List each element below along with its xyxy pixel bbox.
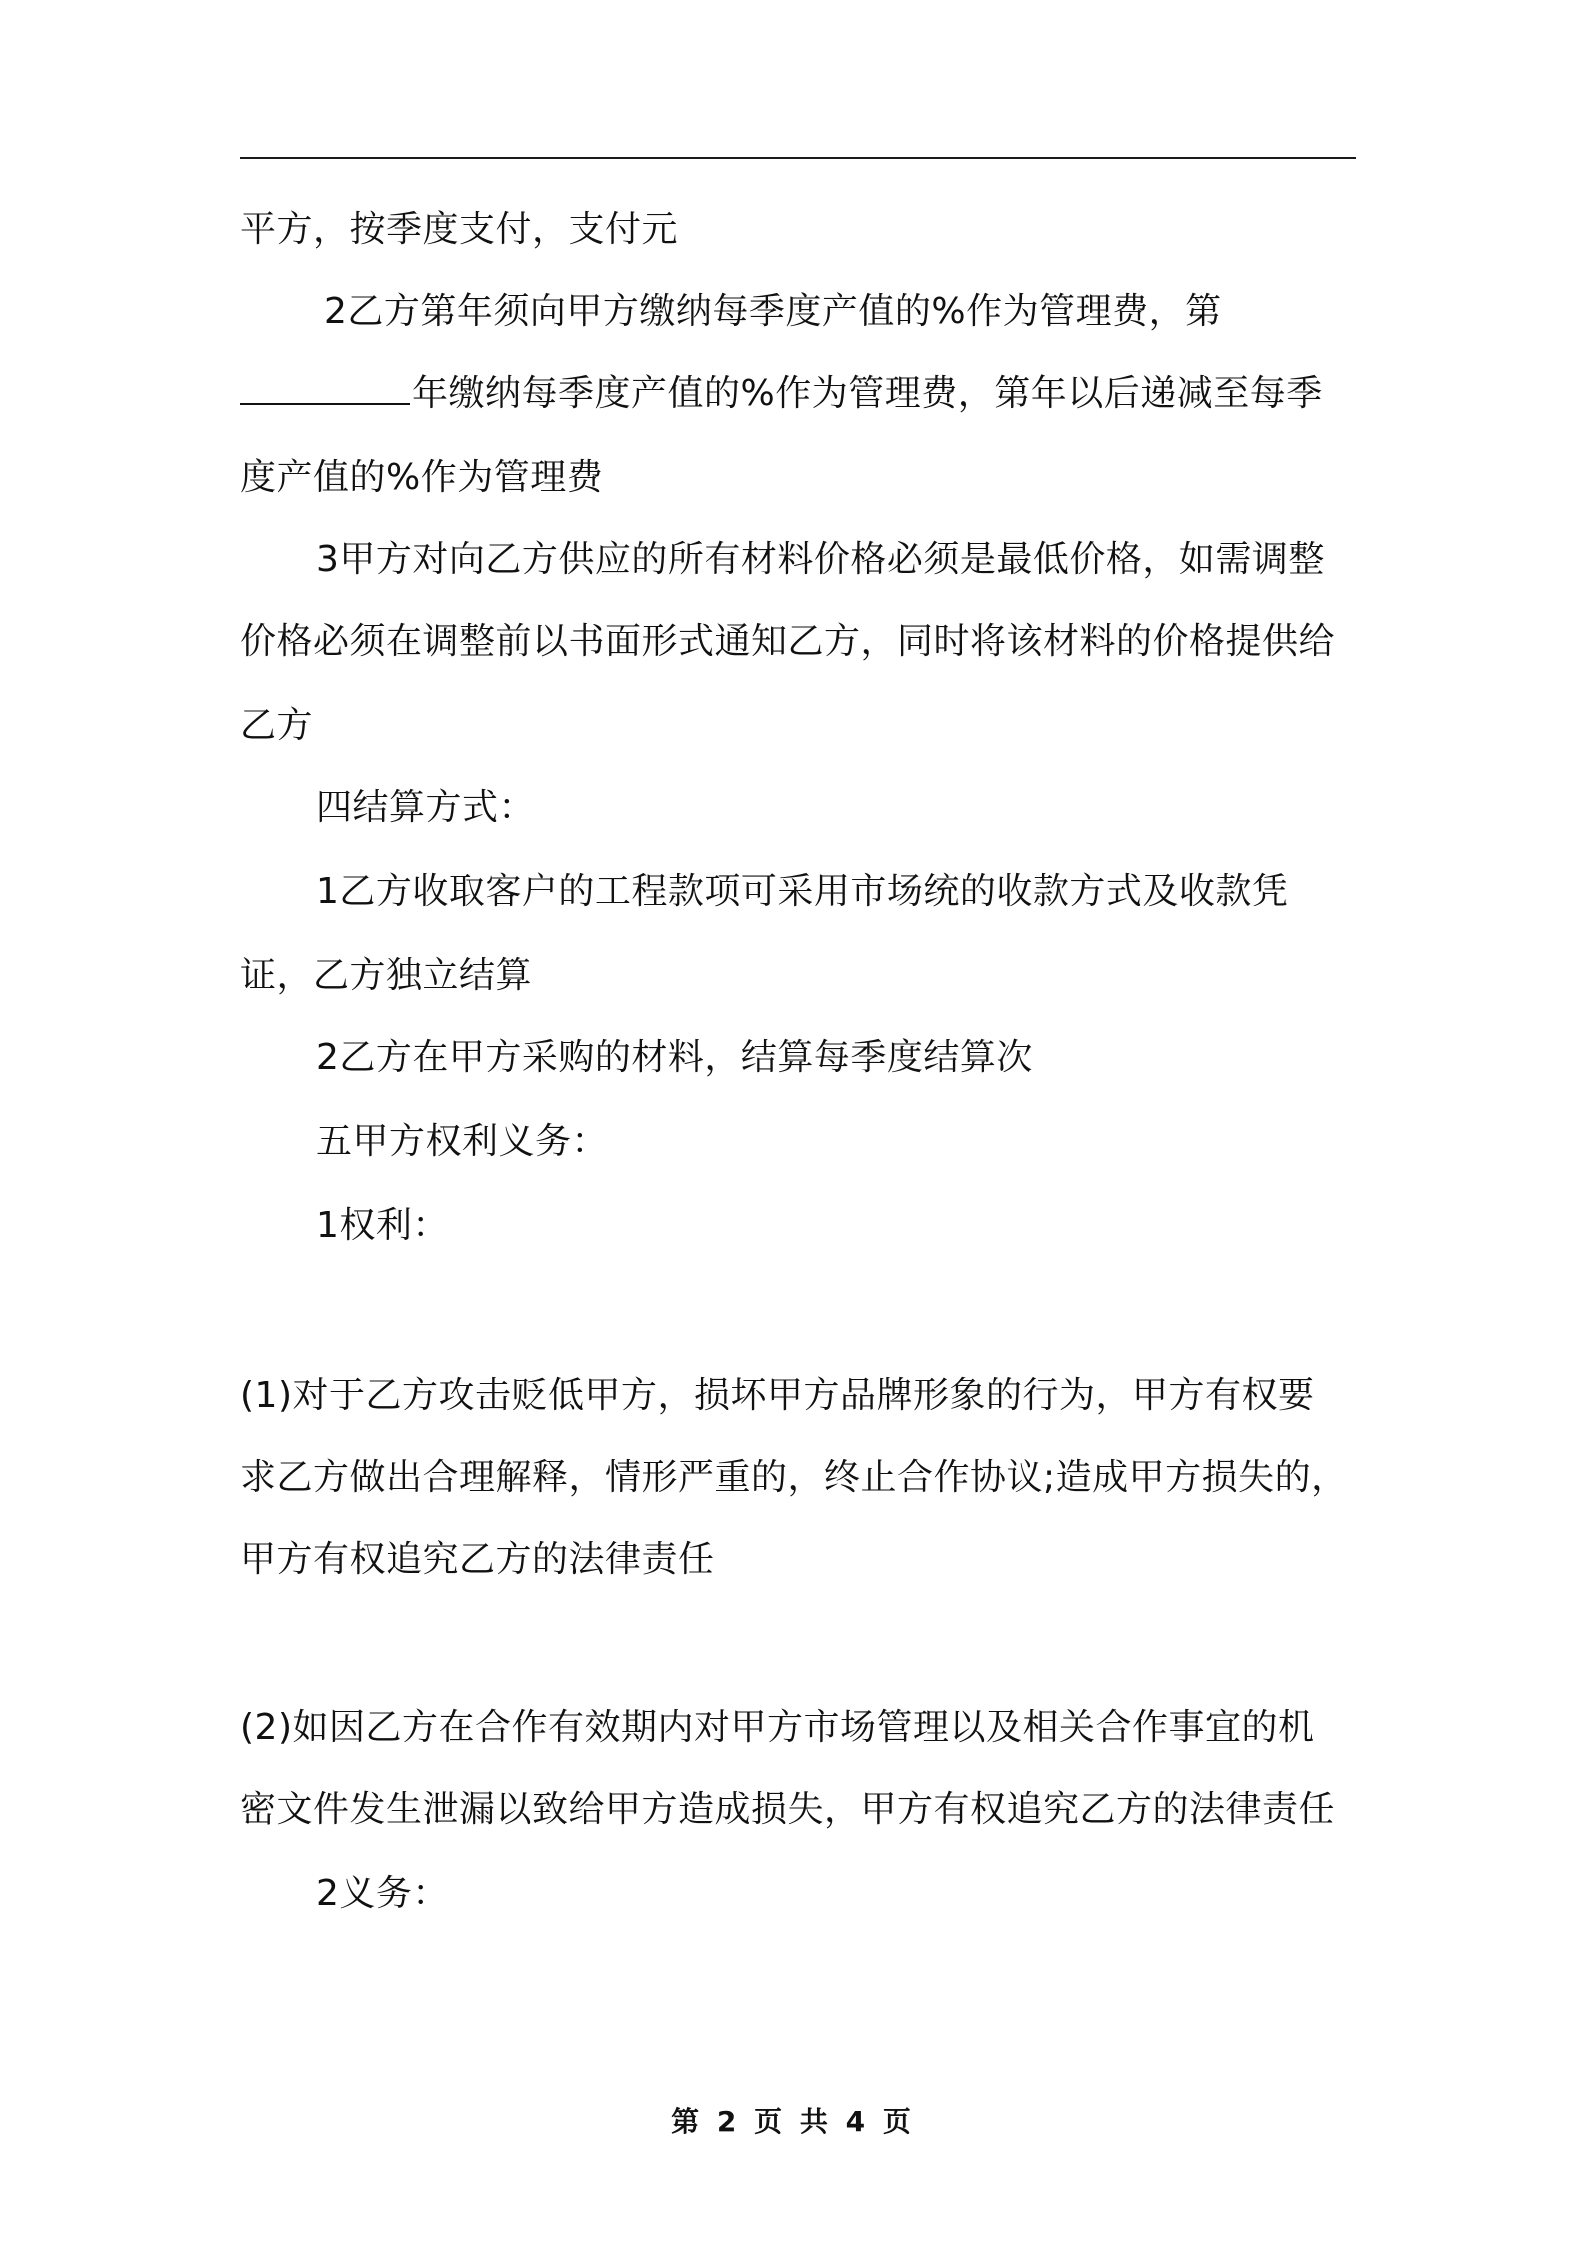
text-line: 1乙方收取客户的工程款项可采用市场统的收款方式及收款凭 xyxy=(316,871,1289,912)
page-number: 第 2 页 共 4 页 xyxy=(671,2105,915,2138)
text-line: (1)对于乙方攻击贬低甲方，损坏甲方品牌形象的行为，甲方有权要 xyxy=(240,1375,1315,1416)
text-line: 乙方 xyxy=(240,705,314,746)
subsection-heading: 1权利： xyxy=(316,1205,449,1246)
text-line: 甲方有权追究乙方的法律责任 xyxy=(240,1539,715,1580)
text-line: 2乙方第年须向甲方缴纳每季度产值的%作为管理费，第 xyxy=(324,291,1222,332)
subsection-heading: 2义务： xyxy=(316,1873,449,1914)
text-line: 求乙方做出合理解释，情形严重的，终止合作协议;造成甲方损失的， xyxy=(240,1457,1348,1498)
text-line-content: 年缴纳每季度产值的%作为管理费，第年以后递减至每季 xyxy=(412,373,1323,414)
text-line: 平方，按季度支付，支付元 xyxy=(240,209,679,250)
text-line: 密文件发生泄漏以致给甲方造成损失，甲方有权追究乙方的法律责任 xyxy=(240,1789,1336,1830)
text-line: 证，乙方独立结算 xyxy=(240,955,533,996)
text-line: (2)如因乙方在合作有效期内对甲方市场管理以及相关合作事宜的机 xyxy=(240,1707,1315,1748)
fill-in-blank xyxy=(240,373,410,405)
text-line: 价格必须在调整前以书面形式通知乙方，同时将该材料的价格提供给 xyxy=(240,621,1336,662)
text-line: 度产值的%作为管理费 xyxy=(240,457,604,498)
text-line: 2乙方在甲方采购的材料，结算每季度结算次 xyxy=(316,1037,1033,1078)
section-heading: 四结算方式： xyxy=(316,787,536,828)
header-divider xyxy=(240,157,1356,159)
text-line: 3甲方对向乙方供应的所有材料价格必须是最低价格，如需调整 xyxy=(316,539,1325,580)
section-heading: 五甲方权利义务： xyxy=(316,1121,609,1162)
text-line xyxy=(240,372,1323,416)
